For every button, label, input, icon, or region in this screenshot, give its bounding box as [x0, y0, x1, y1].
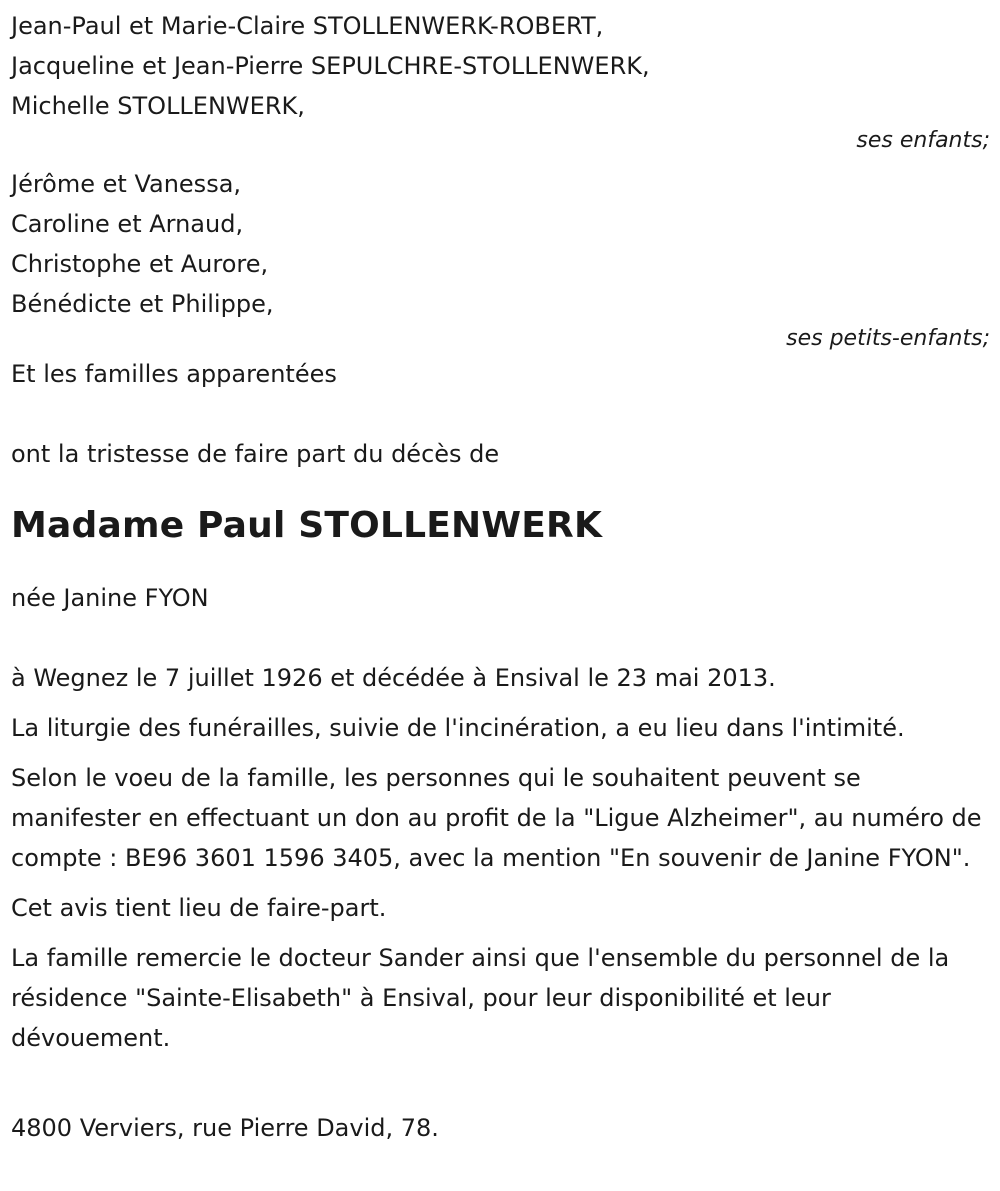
grandchild-entry: Caroline et Arnaud,	[11, 210, 244, 238]
notice-paragraph: Cet avis tient lieu de faire-part.	[11, 894, 387, 922]
grandchild-entry: Jérôme et Vanessa,	[11, 170, 242, 198]
birth-name: née Janine FYON	[11, 584, 209, 612]
grandchild-entry: Bénédicte et Philippe,	[11, 290, 274, 318]
families-line: Et les familles apparentées	[11, 360, 337, 388]
grandchild-entry: Christophe et Aurore,	[11, 250, 269, 278]
child-entry: Michelle STOLLENWERK,	[11, 92, 305, 120]
children-list	[11, 6, 990, 126]
deceased-name: Madame Paul STOLLENWERK	[11, 505, 603, 546]
grandchildren-role-label: ses petits-enfants;	[786, 326, 990, 351]
children-role-label: ses enfants;	[856, 128, 990, 153]
thanks-paragraph: La famille remercie le docteur Sander ainsi que l'ensemble du personnel de la résidence "Sainte-Elisabeth" à Ensival, pour leur disponibilité et leur dévouement.	[11, 944, 950, 1052]
funeral-paragraph: La liturgie des funérailles, suivie de l'incinération, a eu lieu dans l'intimité.	[11, 714, 905, 742]
birth-death-paragraph: à Wegnez le 7 juillet 1926 et décédée à Ensival le 23 mai 2013.	[11, 664, 776, 692]
announcement-line: ont la tristesse de faire part du décès de	[11, 440, 500, 468]
grandchildren-list	[11, 164, 990, 324]
child-entry: Jean-Paul et Marie-Claire STOLLENWERK-ROBERT,	[11, 12, 604, 40]
donation-paragraph: Selon le voeu de la famille, les personnes qui le souhaitent peuvent se manifester en effectuant un don au profit de la "Ligue Alzheimer", au numéro de compte : BE96 3601 1596 3405, avec la mention "En souvenir de Janine FYON".	[11, 764, 982, 872]
child-entry: Jacqueline et Jean-Pierre SEPULCHRE-STOLLENWERK,	[11, 52, 650, 80]
address-line: 4800 Verviers, rue Pierre David, 78.	[11, 1114, 439, 1142]
